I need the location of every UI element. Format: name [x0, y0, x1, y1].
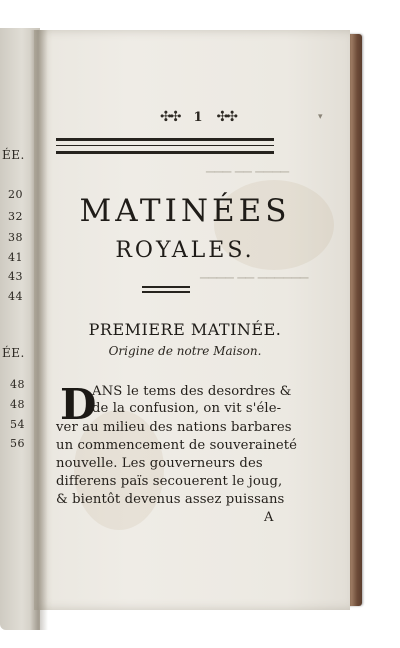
left-page-number: 43: [8, 270, 23, 283]
left-page-number: 32: [8, 210, 23, 223]
fleuron-ornament-icon: ✣✣: [160, 109, 180, 125]
title-rule: [142, 286, 190, 288]
section-heading: PREMIERE MATINÉE.: [88, 320, 282, 339]
book-title: MATINÉES: [79, 193, 291, 229]
running-head: [118, 108, 278, 126]
drop-cap: D: [60, 380, 97, 429]
fleuron-ornament-icon: ✣✣: [216, 109, 236, 125]
left-page-number: 20: [8, 188, 23, 201]
body-text-line: ANS le tems des desordres &: [92, 384, 292, 399]
page-number: 1: [193, 109, 203, 125]
left-page-number: 48: [10, 378, 25, 391]
body-text-line: de la confusion, on vit s'éle-: [92, 401, 282, 416]
left-page-marker: ÉE.: [2, 346, 25, 360]
title-rule: [142, 291, 190, 293]
left-page-number: 38: [8, 231, 23, 244]
body-text-line: un commencement de souveraineté: [56, 438, 298, 453]
body-text-line: nouvelle. Les gouverneurs des: [56, 456, 263, 471]
head-rule-thick: [56, 151, 274, 154]
left-page-number: 56: [10, 437, 25, 450]
left-page-marker: ÉE.: [2, 148, 25, 162]
head-rule-thick: [56, 138, 274, 141]
left-page-number: 41: [8, 251, 23, 264]
section-subheading: Origine de notre Maison.: [108, 344, 262, 358]
show-through-text: ▁▁▁ ▁▁ ▁▁▁▁: [206, 160, 290, 173]
show-through-text: ▁▁▁▁ ▁▁ ▁▁▁▁▁▁: [200, 266, 309, 279]
body-text-line: & bientôt devenus assez puissans: [56, 492, 285, 507]
left-page-number: 48: [10, 398, 25, 411]
book-subtitle: ROYALES.: [115, 238, 255, 263]
head-rule-thin: [56, 145, 274, 146]
print-mark: ▾: [318, 112, 323, 122]
body-text-line: differens païs secouerent le joug,: [56, 474, 283, 489]
catchword: A: [264, 510, 274, 525]
left-page-number: 44: [8, 290, 23, 303]
body-text-line: ver au milieu des nations barbares: [56, 420, 292, 435]
left-page-number: 54: [10, 418, 25, 431]
